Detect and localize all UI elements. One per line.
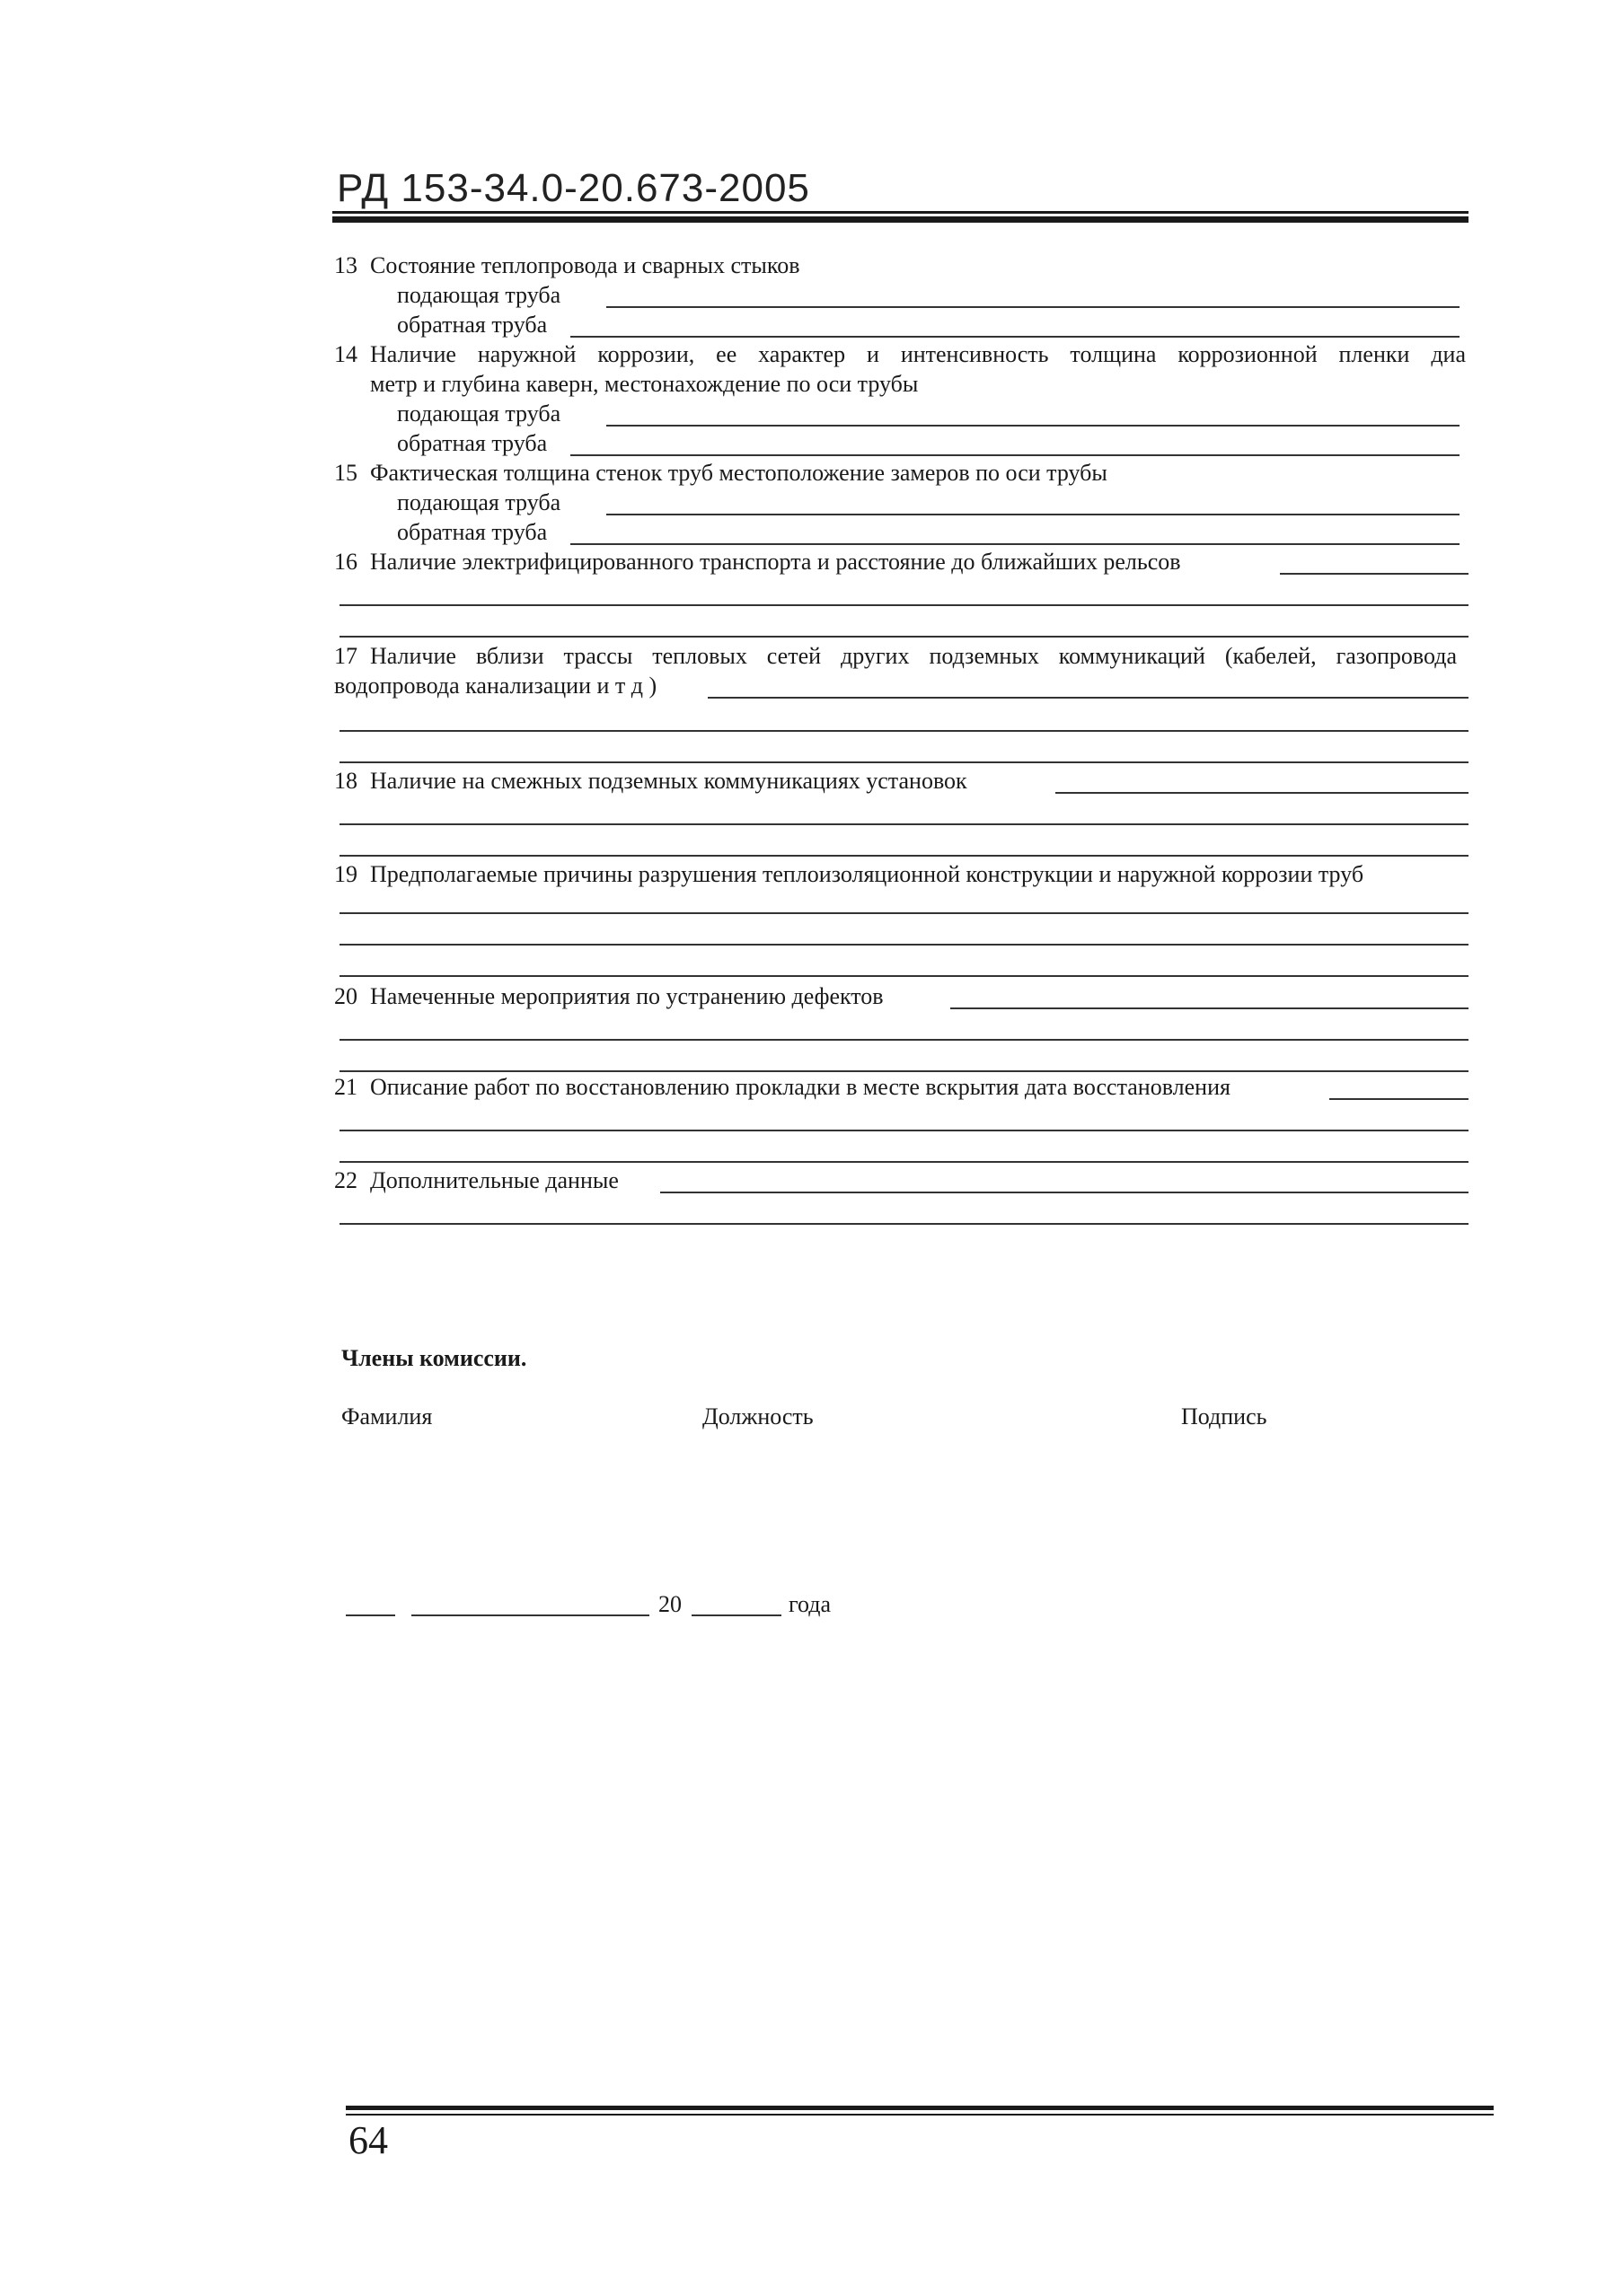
item-16-number: 16 — [334, 549, 357, 575]
header-rule-thin — [332, 211, 1468, 214]
item-15-supply-field[interactable] — [606, 514, 1460, 515]
date-month-field[interactable] — [411, 1614, 649, 1616]
item-19-line[interactable] — [340, 975, 1468, 977]
item-16-line[interactable] — [340, 604, 1468, 606]
item-18-line[interactable] — [340, 855, 1468, 857]
item-18-field[interactable] — [1055, 792, 1468, 794]
item-19-line[interactable] — [340, 912, 1468, 914]
item-22-line[interactable] — [340, 1223, 1468, 1225]
item-21-line[interactable] — [340, 1130, 1468, 1131]
item-21-text: Описание работ по восстановлению прокладки в месте вскрытия дата восстановления — [370, 1074, 1230, 1100]
column-position: Должность — [702, 1403, 814, 1430]
item-13-number: 13 — [334, 252, 357, 278]
item-16-field[interactable] — [1280, 573, 1468, 575]
item-20-number: 20 — [334, 983, 357, 1009]
item-13-supply-label: подающая труба — [397, 282, 561, 308]
item-15-text: Фактическая толщина стенок труб местоположение замеров по оси трубы — [370, 460, 1107, 486]
date-century: 20 — [658, 1591, 682, 1617]
item-14-return-label: обратная труба — [397, 430, 548, 456]
item-14-text: Наличие наружной коррозии, ее характер и интенсивность толщина коррозионной пленки диа — [370, 341, 1466, 367]
item-15-number: 15 — [334, 460, 357, 486]
item-17-number: 17 — [334, 643, 357, 669]
item-16-text: Наличие электрифицированного транспорта и расстояние до ближайших рельсов — [370, 549, 1181, 575]
commission-title: Члены комиссии. — [341, 1345, 527, 1371]
item-16-line[interactable] — [340, 636, 1468, 638]
item-20-text: Намеченные мероприятия по устранению дефектов — [370, 983, 884, 1009]
item-17-line[interactable] — [340, 761, 1468, 763]
footer-rule-thin — [346, 2114, 1494, 2116]
item-21-field[interactable] — [1329, 1098, 1468, 1100]
item-19-number: 19 — [334, 861, 357, 887]
column-signature: Подпись — [1181, 1403, 1267, 1430]
document-code: РД 153-34.0-20.673-2005 — [337, 166, 810, 210]
item-22-text: Дополнительные данные — [370, 1167, 619, 1193]
item-13-supply-field[interactable] — [606, 306, 1460, 308]
item-17-continuation: водопровода канализации и т д ) — [334, 673, 657, 699]
item-18-text: Наличие на смежных подземных коммуникациях установок — [370, 768, 967, 794]
item-19-line[interactable] — [340, 944, 1468, 946]
item-15-supply-label: подающая труба — [397, 489, 561, 515]
item-20-line[interactable] — [340, 1070, 1468, 1072]
item-13-text: Состояние теплопровода и сварных стыков — [370, 252, 800, 278]
item-18-line[interactable] — [340, 823, 1468, 825]
footer-rule-thick — [346, 2106, 1494, 2110]
item-18-number: 18 — [334, 768, 357, 794]
item-14-supply-label: подающая труба — [397, 400, 561, 427]
item-14-supply-field[interactable] — [606, 425, 1460, 427]
item-21-line[interactable] — [340, 1161, 1468, 1163]
date-suffix: года — [789, 1591, 832, 1617]
item-22-field[interactable] — [660, 1192, 1468, 1193]
header-rule-thick — [332, 216, 1468, 223]
column-surname: Фамилия — [341, 1403, 433, 1430]
item-13-return-field[interactable] — [570, 336, 1460, 338]
item-17-line[interactable] — [340, 730, 1468, 732]
item-14-return-field[interactable] — [570, 454, 1460, 456]
item-17-text: Наличие вблизи трассы тепловых сетей других подземных коммуникаций (кабелей, газопровода — [370, 643, 1457, 669]
item-20-field[interactable] — [950, 1007, 1468, 1009]
item-15-return-field[interactable] — [570, 543, 1460, 545]
item-14-number: 14 — [334, 341, 357, 367]
item-15-return-label: обратная труба — [397, 519, 548, 545]
item-14-continuation: метр и глубина каверн, местонахождение по оси трубы — [370, 371, 919, 397]
item-17-field[interactable] — [708, 697, 1468, 699]
item-19-text: Предполагаемые причины разрушения теплоизоляционной конструкции и наружной коррозии труб — [370, 861, 1364, 887]
date-year-field[interactable] — [692, 1614, 781, 1616]
item-21-number: 21 — [334, 1074, 357, 1100]
item-22-number: 22 — [334, 1167, 357, 1193]
item-20-line[interactable] — [340, 1039, 1468, 1041]
date-day-field[interactable] — [346, 1614, 395, 1616]
item-13-return-label: обратная труба — [397, 312, 548, 338]
page-number: 64 — [348, 2118, 388, 2162]
